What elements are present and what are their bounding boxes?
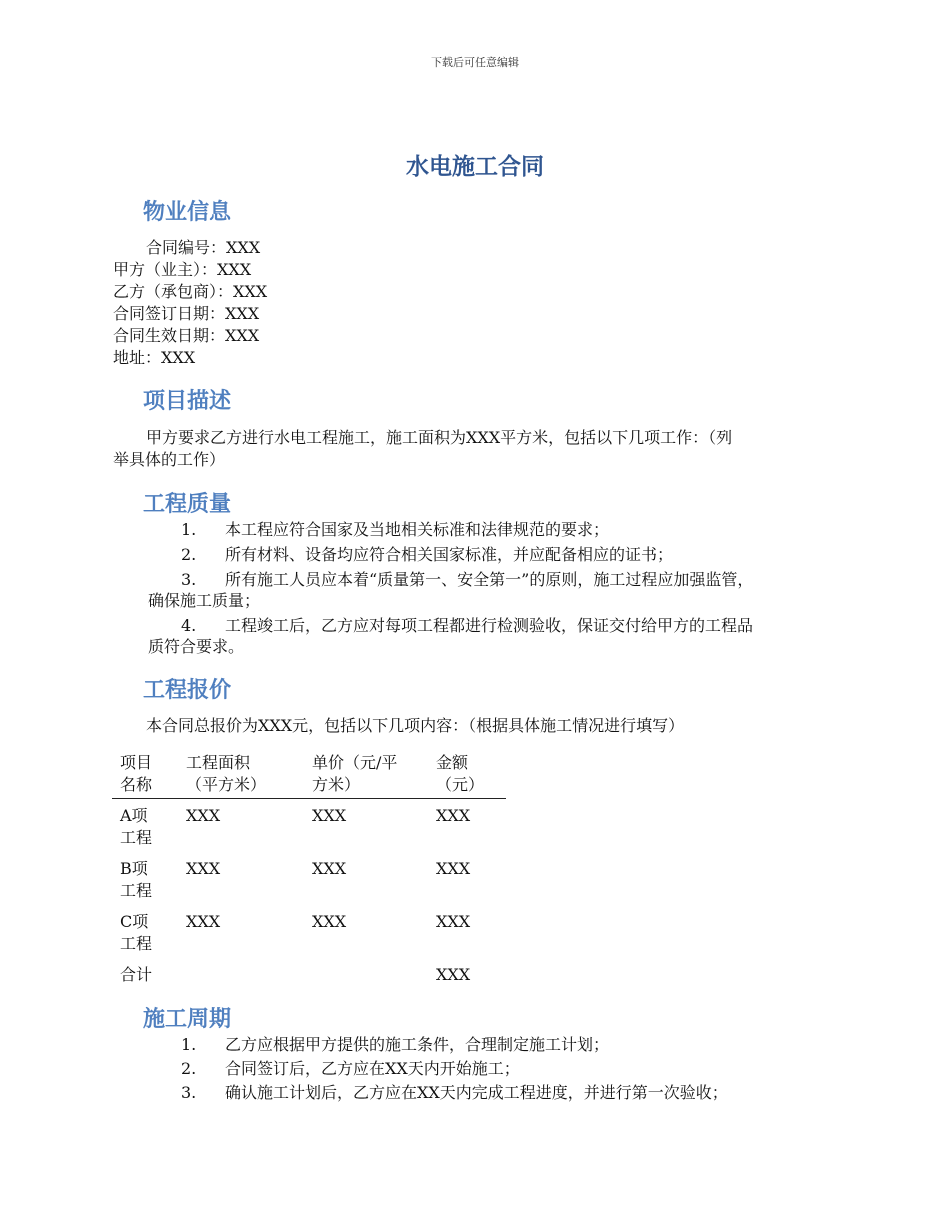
- cell-total-label: 合计: [120, 965, 153, 984]
- cell-unit-price: [312, 958, 436, 989]
- quality-item-4-continuation: 质符合要求。: [148, 637, 245, 656]
- quality-item-2-number: 2.: [181, 545, 197, 564]
- schedule-item-1-text: 乙方应根据甲方提供的施工条件，合理制定施工计划；: [225, 1035, 610, 1054]
- description-text-line-1: 甲方要求乙方进行水电工程施工，施工面积为XXX平方米，包括以下几项工作：（列: [146, 428, 733, 447]
- effective-date-line: 合同生效日期：XXX: [113, 326, 260, 345]
- column-header-amount: 金额 （元）: [436, 752, 506, 799]
- cell-area: [186, 958, 312, 989]
- document-title: 水电施工合同: [406, 154, 544, 180]
- table-row-total: [112, 958, 506, 989]
- party-b-line: 乙方（承包商）：XXX: [113, 282, 268, 301]
- party-a-line: 甲方（业主）：XXX: [113, 260, 252, 279]
- cell-total-amount: XXX: [436, 965, 471, 984]
- signing-date-line: 合同签订日期：XXX: [113, 304, 260, 323]
- table-row: [112, 905, 506, 958]
- column-header-area: 工程面积 （平方米）: [186, 752, 312, 799]
- quote-table-header-row: [112, 752, 506, 799]
- cell-amount: XXX: [436, 859, 471, 878]
- quality-item-3-text: 所有施工人员应本着“质量第一、安全第一”的原则，施工过程应加强监管，: [225, 570, 754, 589]
- cell-item-name: B项 工程: [120, 859, 153, 900]
- cell-item-name: A项 工程: [120, 806, 153, 847]
- heading-property-info: 物业信息: [143, 200, 232, 225]
- heading-schedule: 施工周期: [143, 1007, 232, 1032]
- heading-quote: 工程报价: [143, 678, 232, 703]
- table-row: [112, 799, 506, 853]
- cell-amount: XXX: [436, 806, 471, 825]
- cell-amount: XXX: [436, 912, 471, 931]
- cell-item-name: C项 工程: [120, 912, 153, 953]
- quality-item-3-number: 3.: [181, 570, 197, 589]
- schedule-item-3-text: 确认施工计划后，乙方应在XX天内完成工程进度，并进行第一次验收；: [225, 1083, 728, 1102]
- quality-item-1-number: 1.: [181, 520, 197, 539]
- schedule-item-2-text: 合同签订后，乙方应在XX天内开始施工；: [225, 1059, 520, 1078]
- schedule-item-2-number: 2.: [181, 1059, 197, 1078]
- table-row: [112, 852, 506, 905]
- cell-area: XXX: [186, 859, 221, 878]
- cell-area: XXX: [186, 806, 221, 825]
- quality-item-4-number: 4.: [181, 616, 197, 635]
- quality-item-2-text: 所有材料、设备均应符合相关国家标准，并应配备相应的证书；: [225, 545, 674, 564]
- address-line: 地址：XXX: [113, 348, 196, 367]
- quality-item-4-text: 工程竣工后，乙方应对每项工程都进行检测验收，保证交付给甲方的工程品: [225, 616, 754, 635]
- page-header-note: 下载后可任意编辑: [431, 56, 519, 69]
- cell-unit-price: XXX: [312, 859, 347, 878]
- quality-item-3-continuation: 确保施工质量；: [148, 591, 261, 610]
- column-header-item-name: 项目 名称: [112, 752, 186, 799]
- column-header-unit-price: 单价（元/平 方米）: [312, 752, 436, 799]
- heading-project-description: 项目描述: [143, 389, 232, 414]
- quote-table: [112, 752, 506, 989]
- cell-unit-price: XXX: [312, 912, 347, 931]
- contract-number-line: 合同编号：XXX: [146, 238, 261, 257]
- schedule-item-1-number: 1.: [181, 1035, 197, 1054]
- heading-quality: 工程质量: [143, 492, 232, 517]
- quote-intro-text: 本合同总报价为XXX元，包括以下几项内容：（根据具体施工情况进行填写）: [146, 716, 685, 735]
- cell-area: XXX: [186, 912, 221, 931]
- quality-item-1-text: 本工程应符合国家及当地相关标准和法律规范的要求；: [225, 520, 610, 539]
- description-text-line-2: 举具体的工作）: [113, 450, 226, 469]
- cell-unit-price: XXX: [312, 806, 347, 825]
- schedule-item-3-number: 3.: [181, 1083, 197, 1102]
